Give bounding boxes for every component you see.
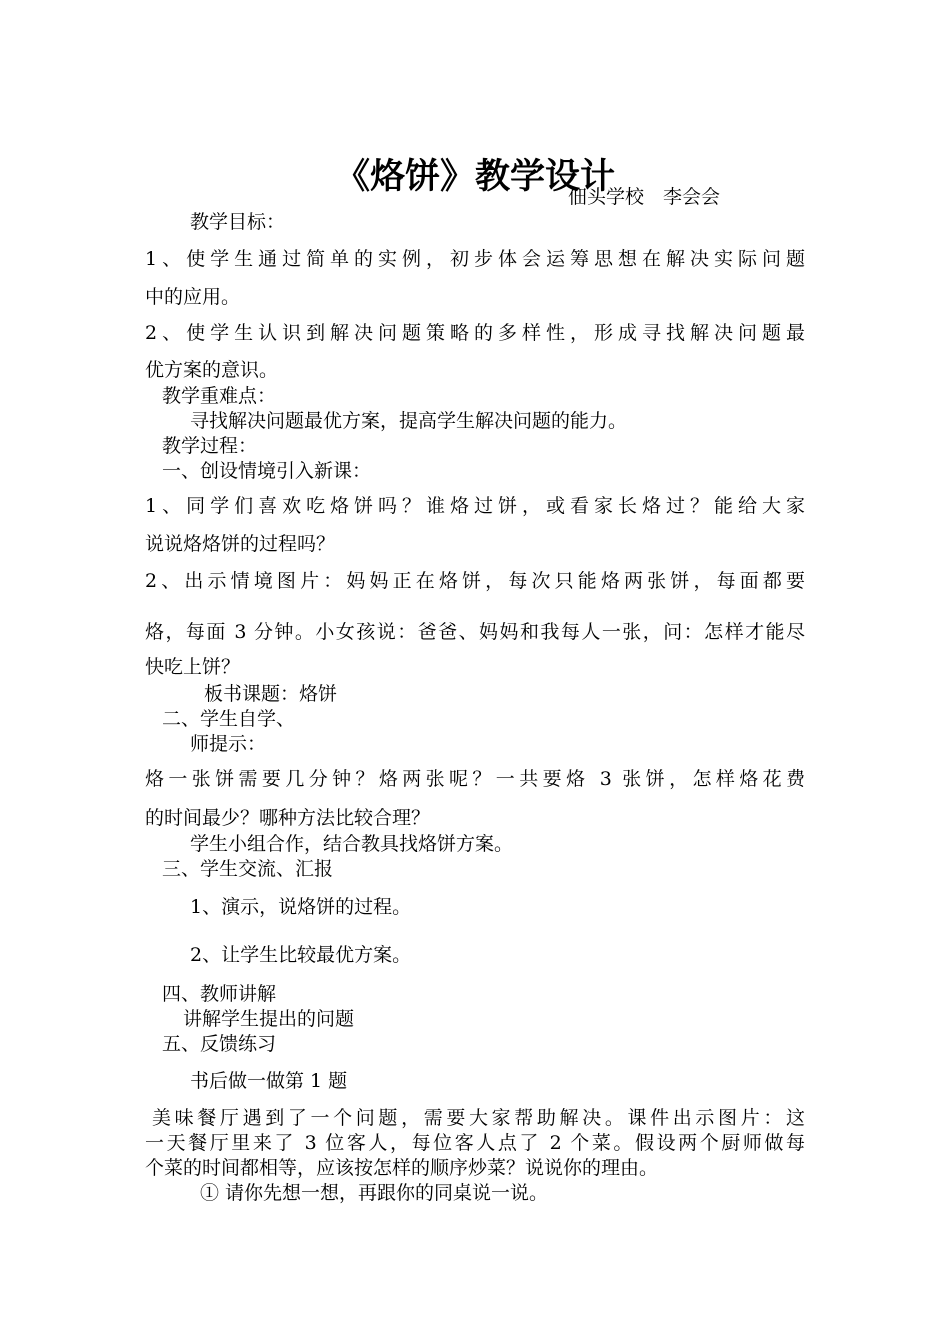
restaurant-line-2: 一天餐厅里来了 3 位客人，每位客人点了 2 个菜。假设两个厨师做每 xyxy=(145,1132,805,1154)
s1-item-2-line-2: 烙，每面 3 分钟。小女孩说：爸爸、妈妈和我每人一张，问：怎样才能尽 xyxy=(145,621,805,643)
hint-line-1: 烙一张饼需要几分钟？烙两张呢？一共要烙 3 张饼，怎样烙花费 xyxy=(145,768,805,790)
section-4-heading: 四、教师讲解 xyxy=(162,983,277,1005)
objectives-heading: 教学目标： xyxy=(190,211,286,233)
restaurant-line-3: 个菜的时间都相等，应该按怎样的顺序炒菜？说说你的理由。 xyxy=(145,1157,659,1179)
step-1: ① 请你先想一想，再跟你的同桌说一说。 xyxy=(200,1182,549,1204)
board-title: 板书课题：烙饼 xyxy=(204,683,338,705)
s3-item-1: 1、演示，说烙饼的过程。 xyxy=(190,896,412,918)
teacher-hint-label: 师提示： xyxy=(190,733,267,755)
s1-item-2-line-1: 2、出示情境图片：妈妈正在烙饼，每次只能烙两张饼，每面都要 xyxy=(145,570,805,592)
process-heading: 教学过程： xyxy=(162,435,258,457)
s1-item-1-line-2: 说说烙烙饼的过程吗？ xyxy=(145,533,336,555)
s4-text: 讲解学生提出的问题 xyxy=(183,1008,355,1030)
restaurant-line-1: 美味餐厅遇到了一个问题，需要大家帮助解决。课件出示图片：这 xyxy=(152,1107,805,1129)
exercise-ref: 书后做一做第 1 题 xyxy=(190,1070,348,1092)
key-points-heading: 教学重难点： xyxy=(162,385,277,407)
objective-1-line-1: 1、使学生通过简单的实例，初步体会运筹思想在解决实际问题 xyxy=(145,248,805,270)
author-line: 佃头学校 李会会 xyxy=(568,186,721,208)
section-3-heading: 三、学生交流、汇报 xyxy=(162,858,334,880)
key-points-text: 寻找解决问题最优方案，提高学生解决问题的能力。 xyxy=(190,410,628,432)
section-1-heading: 一、创设情境引入新课： xyxy=(162,460,372,482)
document-title: 《烙饼》教学设计 xyxy=(334,156,615,198)
objective-2-line-2: 优方案的意识。 xyxy=(145,359,279,381)
hint-line-2: 的时间最少？哪种方法比较合理？ xyxy=(145,807,431,829)
section-2-heading: 二、学生自学、 xyxy=(162,708,296,730)
s1-item-1-line-1: 1、同学们喜欢吃烙饼吗？谁烙过饼，或看家长烙过？能给大家 xyxy=(145,495,805,517)
s1-item-2-line-3: 快吃上饼？ xyxy=(145,656,241,678)
section-5-heading: 五、反馈练习 xyxy=(162,1033,277,1055)
objective-2-line-1: 2、使学生认识到解决问题策略的多样性，形成寻找解决问题最 xyxy=(145,322,805,344)
objective-1-line-2: 中的应用。 xyxy=(145,286,241,308)
s3-item-2: 2、让学生比较最优方案。 xyxy=(190,944,412,966)
group-work-text: 学生小组合作，结合教具找烙饼方案。 xyxy=(190,833,514,855)
